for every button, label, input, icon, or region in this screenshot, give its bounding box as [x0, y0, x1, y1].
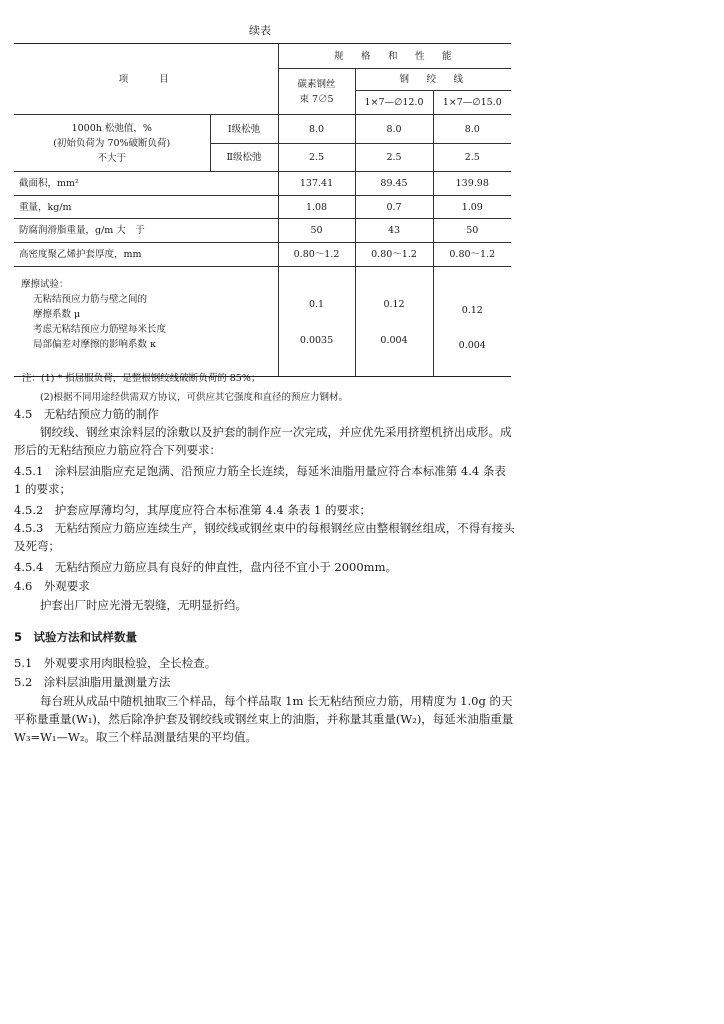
- section-4-6-heading: 4.6 外观要求: [14, 579, 90, 593]
- clause-5-1: 5.1 外观要求用肉眼检验，全长检查。: [14, 656, 217, 670]
- relax-2-c: 2.5: [433, 144, 511, 172]
- relax-label: 1000h 松弛值，% (初始负荷为 70%破断负荷) 不大于: [14, 115, 210, 172]
- relax-grade-1: Ⅰ级松弛: [210, 115, 278, 144]
- row-value-a: 0.80～1.2: [278, 243, 355, 267]
- friction-a: 0.1 0.0035: [278, 267, 355, 377]
- header-group: 规 格 和 性 能: [278, 44, 511, 69]
- clause-4-5-2: 4.5.2 护套应厚薄均匀，其厚度应符合本标准第 4.4 条表 1 的要求；: [14, 503, 371, 517]
- friction-label: 摩擦试验： 无粘结预应力筋与壁之间的 摩擦系数 μ 考虑无粘结预应力筋壁每米长度 局部偏差对摩擦的影响系数 κ: [14, 267, 278, 377]
- clause-4-5-1: 4.5.1 涂料层油脂应充足饱满、沿预应力筋全长连续，每延米油脂用量应符合本标准第 4.4 条表 1 的要求；: [14, 464, 506, 496]
- row-value-b: 0.7: [355, 196, 433, 219]
- header-item: 项 目: [14, 44, 278, 115]
- row-label: 截面积，mm²: [14, 172, 278, 196]
- row-label: 防腐润滑脂重量，g/m 大 于: [14, 219, 278, 243]
- row-value-a: 137.41: [278, 172, 355, 196]
- table-row: [14, 196, 511, 219]
- clause-5-2: 5.2 涂料层油脂用量测量方法: [14, 675, 171, 689]
- friction-b: 0.12 0.004: [355, 267, 433, 377]
- relax-1-c: 8.0: [433, 115, 511, 144]
- relax-2-a: 2.5: [278, 144, 355, 172]
- note-1: 注：(1) * 指屈服负荷，是整根钢绞线破断负荷的 85%；: [22, 373, 261, 384]
- table-row: [14, 243, 511, 267]
- row-label: 高密度聚乙烯护套厚度，mm: [14, 243, 278, 267]
- header-col-a: 碳素钢丝 束 7∅5: [278, 69, 355, 115]
- row-value-c: 0.80～1.2: [433, 243, 511, 267]
- section-5-heading: 5 试验方法和试样数量: [14, 630, 138, 644]
- header-col-b: 1×7—∅12.0: [355, 91, 433, 115]
- clause-4-5-4: 4.5.4 无粘结预应力筋应具有良好的伸直性，盘内径不宜小于 2000mm。: [14, 560, 397, 574]
- note-2: (2)根据不同用途经供需双方协议，可供应其它强度和直径的预应力钢材。: [40, 392, 348, 403]
- relax-grade-2: Ⅱ级松弛: [210, 144, 278, 172]
- row-value-a: 50: [278, 219, 355, 243]
- table-caption: 续表: [249, 24, 271, 37]
- relax-1-b: 8.0: [355, 115, 433, 144]
- header-strand-group: 钢 绞 线: [355, 69, 511, 91]
- clause-4-5-3: 4.5.3 无粘结预应力筋应连续生产，钢绞线或钢丝束中的每根钢丝应由整根钢丝组成，不得有接头及死弯；: [14, 521, 515, 553]
- section-4-5-heading: 4.5 无粘结预应力筋的制作: [14, 407, 159, 421]
- relax-1-a: 8.0: [278, 115, 355, 144]
- row-value-c: 1.09: [433, 196, 511, 219]
- friction-c: 0.12 0.004: [433, 267, 511, 377]
- row-label: 重量，kg/m: [14, 196, 278, 219]
- row-value-b: 89.45: [355, 172, 433, 196]
- spec-table: [14, 43, 511, 377]
- table-row: [14, 219, 511, 243]
- table-row: [14, 172, 511, 196]
- row-value-c: 50: [433, 219, 511, 243]
- section-4-5-paragraph: 钢绞线、钢丝束涂料层的涂敷以及护套的制作应一次完成，并应优先采用挤塑机挤出成形。成形后的无粘结预应力筋应符合下列要求：: [14, 425, 512, 457]
- row-value-b: 0.80～1.2: [355, 243, 433, 267]
- clause-5-2-paragraph: 每台班从成品中随机抽取三个样品，每个样品取 1m 长无粘结预应力筋，用精度为 1.0g 的天平称量重量(W₁)，然后除净护套及钢绞线或钢丝束上的油脂，并称量其重量(W₂)，每延米油脂重量 W₃=W₁—W₂。取三个样品测量结果的平均值。: [14, 694, 514, 744]
- row-value-c: 139.98: [433, 172, 511, 196]
- row-value-a: 1.08: [278, 196, 355, 219]
- section-4-6-paragraph: 护套出厂时应光滑无裂缝，无明显折绉。: [40, 598, 247, 612]
- header-col-c: 1×7—∅15.0: [433, 91, 511, 115]
- row-value-b: 43: [355, 219, 433, 243]
- relax-2-b: 2.5: [355, 144, 433, 172]
